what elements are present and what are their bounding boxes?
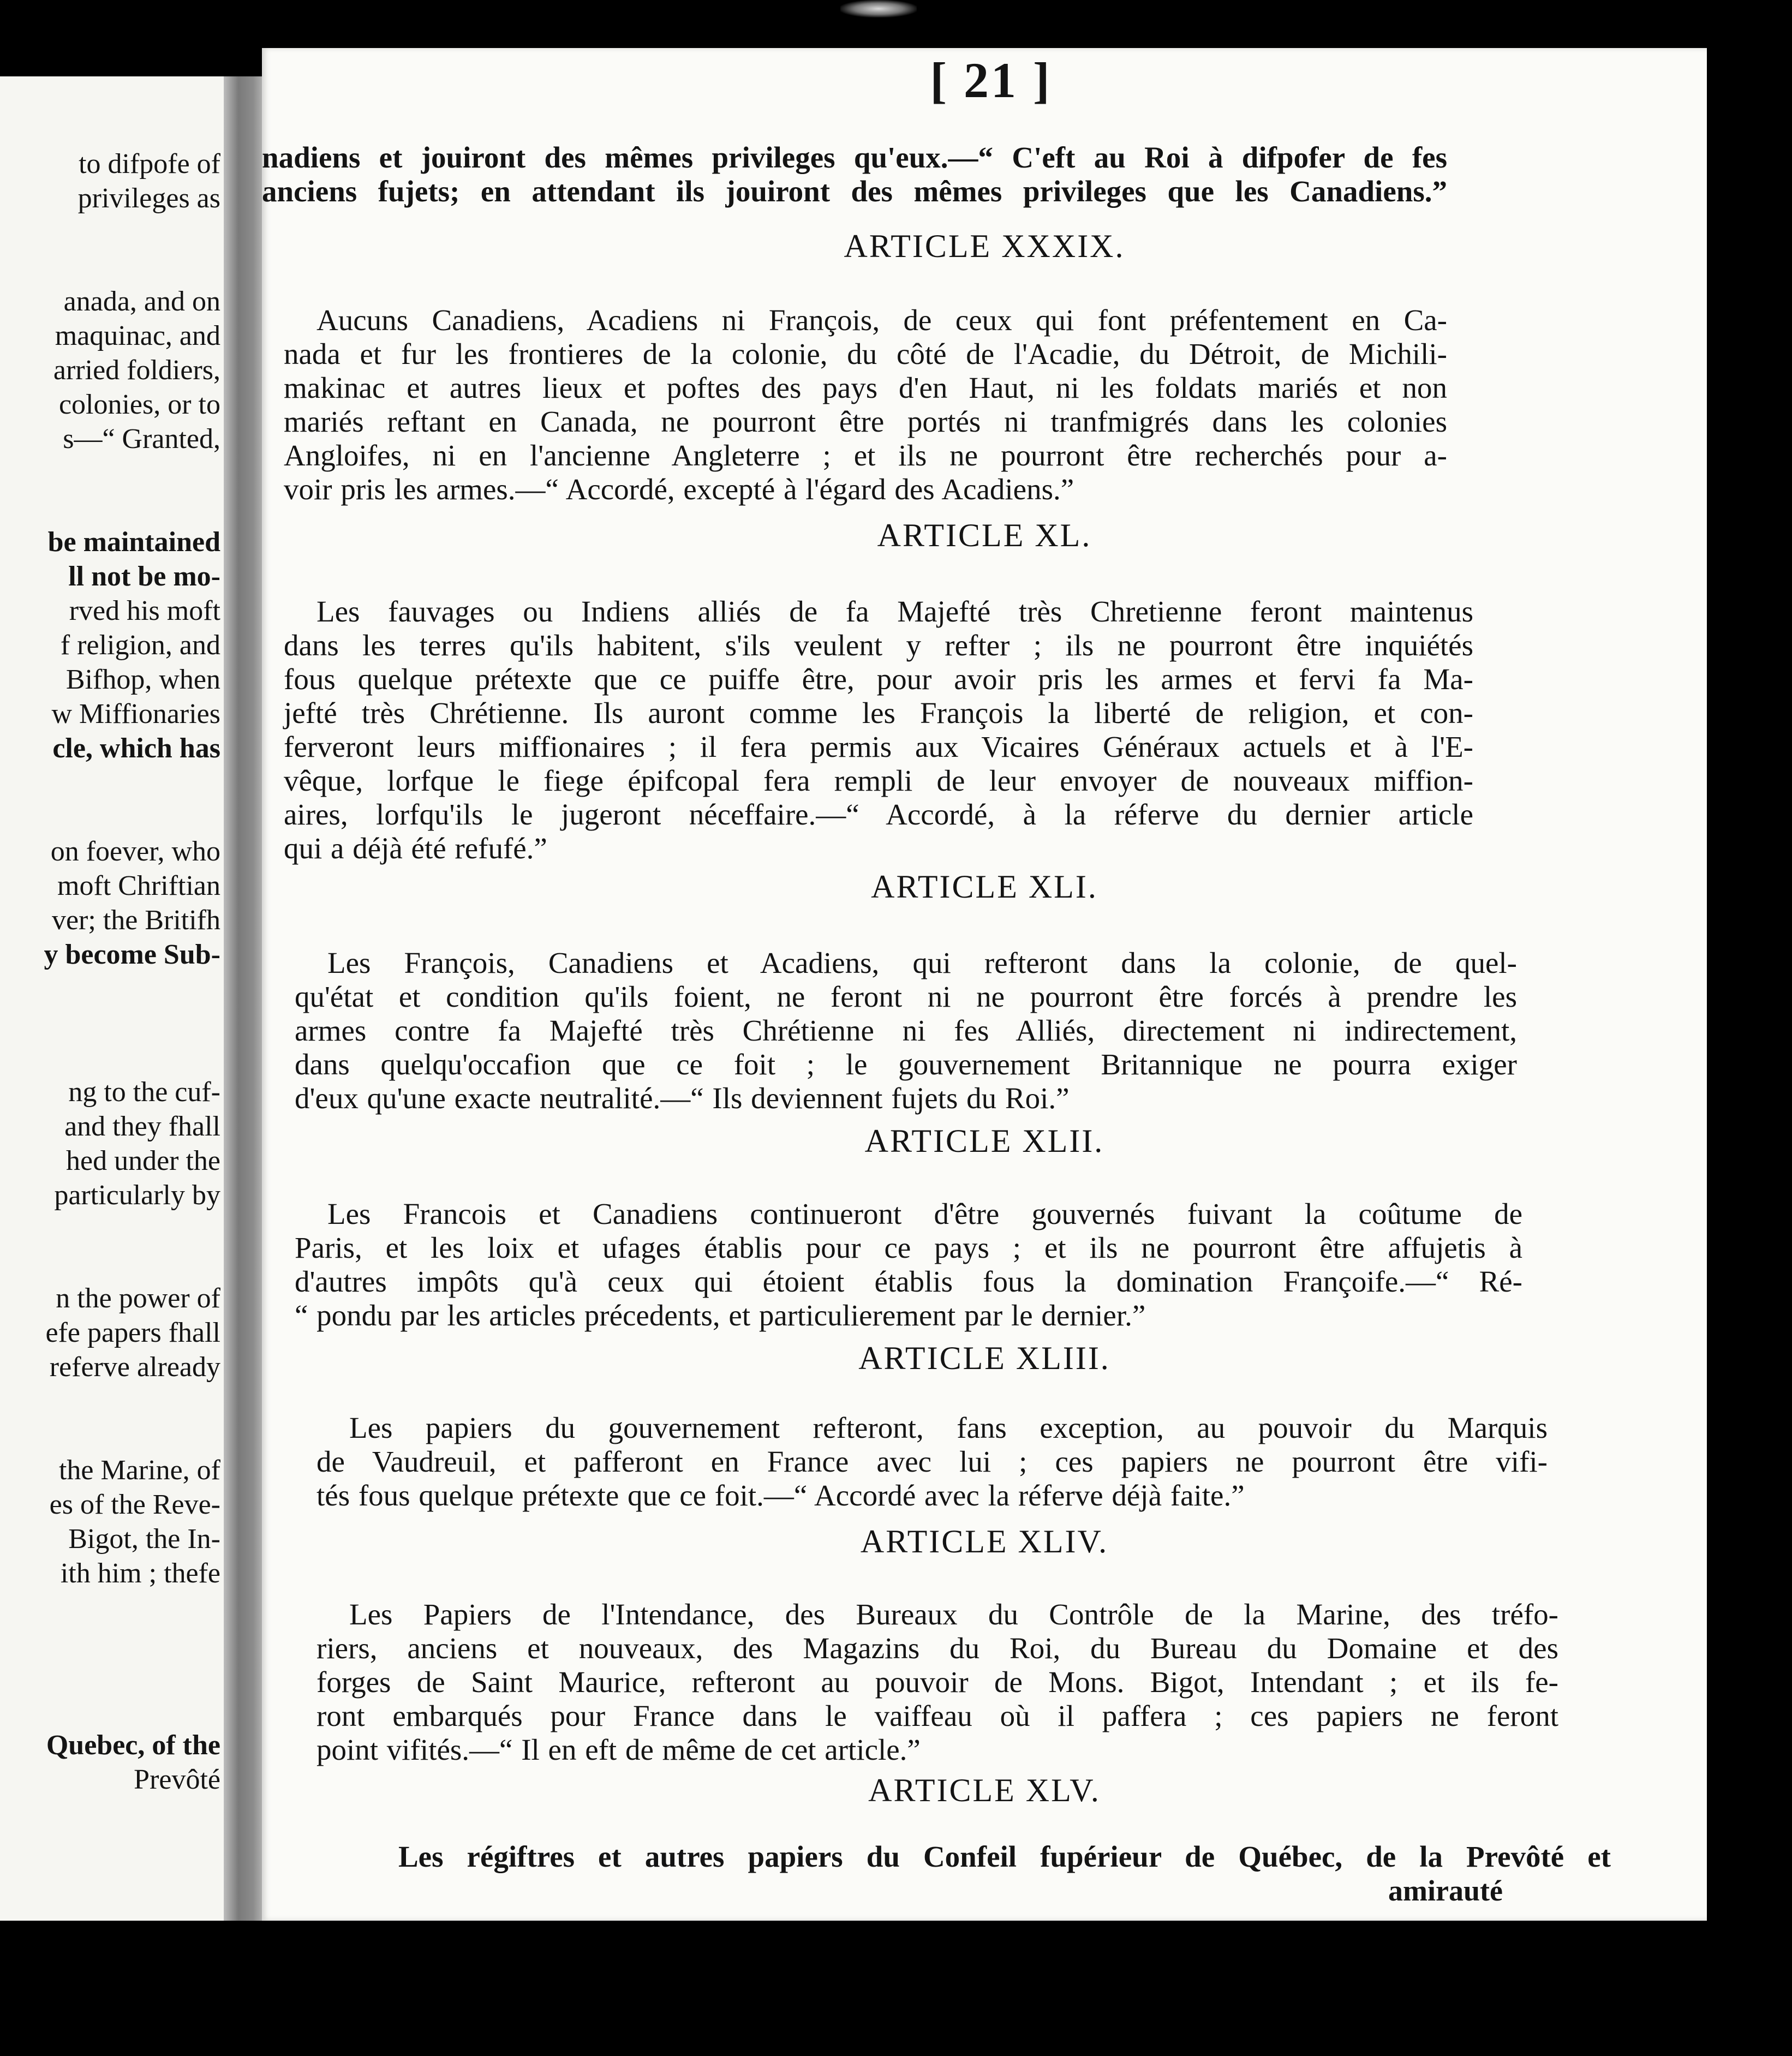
left-page-line: es of the Reve- [49,1489,220,1520]
left-page-line: w Miffionaries [51,698,220,730]
text-line: forges de Saint Maurice, refteront au pouvoir de Mons. Bigot, Intendant ; et ils fe- [316,1665,1558,1699]
left-page-line: ll not be mo- [68,561,220,592]
left-page-line: ith him ; thefe [60,1558,220,1589]
left-page-line: and they fhall [64,1111,220,1142]
text-line: nada et fur les frontieres de la colonie, du côté de l'Acadie, du Détroit, de Michili- [284,337,1447,370]
text-line: voir pris les armes.—“ Accordé, excepté à l'égard des Acadiens.” [284,473,1074,506]
text-line: Les régiftres et autres papiers du Confeil fupérieur de Québec, de la Prevôté et [398,1840,1611,1873]
text-line: point vifités.—“ Il en eft de même de cet article.” [316,1733,921,1766]
text-line: d'autres impôts qu'à ceux qui étoient établis fous la domination Françoife.—“ Ré- [295,1265,1522,1298]
text-line: riers, anciens et nouveaux, des Magazins du Roi, du Bureau du Domaine et des [316,1631,1558,1665]
catchword: amirauté [1388,1874,1503,1907]
left-page-line: ng to the cuf- [68,1077,220,1108]
left-page-line: ver; the Britifh [51,905,220,936]
article-xliii-text [316,1411,1548,1513]
text-line: aires, lorfqu'ils le jugeront néceffaire.—“ Accordé, à la réferve du dernier article [284,798,1473,831]
left-page-line: efe papers fhall [45,1317,220,1348]
text-line: Les Francois et Canadiens continueront d'être gouvernés fuivant la coûtume de [327,1197,1522,1230]
text-line: mariés reftant en Canada, ne pourront être portés ni tranfmigrés dans les colonies [284,405,1447,438]
left-page-line: arried foldiers, [53,355,220,386]
text-line: nadiens et jouiront des mêmes privileges qu'eux.—“ C'eft au Roi à difpofer de fes [262,141,1447,174]
text-line: qu'état et condition qu'ils foient, ne feront ni ne pourront être forcés à prendre les [295,980,1517,1013]
text-line: Angloifes, ni en l'ancienne Angleterre ; et ils ne pourront être recherchés pour a- [284,439,1447,472]
text-line: armes contre fa Majefté très Chrétienne ni fes Alliés, directement ni indirectement, [295,1014,1517,1047]
text-line: dans les terres qu'ils habitent, s'ils veulent y refter ; ils ne pourront être inquiétés [284,629,1473,662]
article-heading-xlii: ARTICLE XLII. [864,1123,1104,1159]
left-page-line: Bigot, the In- [68,1523,220,1555]
left-page-line: the Marine, of [58,1455,220,1486]
text-line: ront embarqués pour France dans le vaiffeau où il paffera ; ces papiers ne feront [316,1699,1558,1732]
left-page-line: referve already [49,1352,220,1383]
page-number: [ 21 ] [930,52,1052,108]
text-line: Les fauvages ou Indiens alliés de fa Majefté très Chretienne feront maintenus [316,595,1473,628]
text-line: qui a déjà été refufé.” [284,832,547,865]
left-page-fragment [0,76,229,1921]
text-line: anciens fujets; en attendant ils jouiront des mêmes privileges que les Canadiens.” [262,175,1447,208]
left-page-line: Bifhop, when [65,664,220,695]
text-line: Aucuns Canadiens, Acadiens ni François, de ceux qui font préfentement en Ca- [316,303,1447,337]
left-page-line: anada, and on [63,286,220,317]
text-line: tés fous quelque prétexte que ce foit.—“ Accordé avec la réferve déjà faite.” [316,1479,1245,1512]
article-xlv-text [366,1840,1611,1874]
article-heading-xliv: ARTICLE XLIV. [860,1523,1109,1559]
right-page [262,48,1707,1921]
article-xl-text [284,595,1473,865]
article-xliv-text [316,1598,1558,1767]
text-line: fous quelque prétexte que ce puiffe être, pour avoir pris les armes et fervi fa Ma- [284,662,1473,696]
top-ink-stain [840,0,917,17]
left-page-line: maquinac, and [55,320,220,351]
text-line: makinac et autres lieux et poftes des pays d'en Haut, ni les foldats mariés et non [284,371,1447,404]
left-page-line: y become Sub- [44,939,220,970]
left-page-line: be maintained [47,527,220,558]
text-line: Les Papiers de l'Intendance, des Bureaux du Contrôle de la Marine, des tréfo- [349,1598,1558,1631]
text-line: ferveront leurs miffionaires ; il fera permis aux Vicaires Généraux actuels et à l'E- [284,730,1473,763]
left-page-line: to difpofe of [79,148,220,180]
text-line: jefté très Chrétienne. Ils auront comme les François la liberté de religion, et con- [284,696,1473,730]
article-xxxix-text [284,303,1447,506]
left-page-line: on foever, who [50,836,220,867]
left-page-line: privileges as [77,183,220,214]
article-heading-xxxix: ARTICLE XXXIX. [844,228,1125,264]
opening-paragraph [262,141,1447,208]
left-page-line: cle, which has [52,733,220,764]
left-page-line: colonies, or to [58,389,220,420]
left-page-line: Prevôté [134,1764,220,1795]
article-xli-text [295,946,1517,1115]
article-heading-xlv: ARTICLE XLV. [868,1772,1101,1808]
article-heading-xliii: ARTICLE XLIII. [858,1340,1110,1376]
left-page-line: particularly by [54,1180,220,1211]
left-page-line: moft Chriftian [57,870,220,901]
text-line: dans quelqu'occafion que ce foit ; le gouvernement Britannique ne pourra exiger [295,1048,1517,1081]
left-page-line: rved his moft [69,595,220,626]
left-page-line: s—“ Granted, [63,423,220,455]
left-page-line: n the power of [56,1283,220,1314]
article-heading-xl: ARTICLE XL. [877,517,1092,553]
text-line: de Vaudreuil, et pafferont en France avec lui ; ces papiers ne pourront être vifi- [316,1445,1548,1478]
article-xlii-text [295,1197,1522,1332]
left-page-line: f religion, and [60,630,220,661]
left-page-line: Quebec, of the [46,1730,220,1761]
left-page-line: hed under the [65,1145,220,1176]
text-line: “ pondu par les articles précedents, et particulierement par le dernier.” [295,1299,1146,1332]
text-line: Paris, et les loix et ufages établis pour ce pays ; et ils ne pourront être affujetis à [295,1231,1522,1264]
text-line: vêque, lorfque le fiege épifcopal fera rempli de leur envoyer de nouveaux miffion- [284,764,1473,797]
text-line: d'eux qu'une exacte neutralité.—“ Ils deviennent fujets du Roi.” [295,1081,1070,1115]
text-line: Les François, Canadiens et Acadiens, qui refteront dans la colonie, de quel- [327,946,1517,979]
article-heading-xli: ARTICLE XLI. [871,869,1098,905]
text-line: Les papiers du gouvernement refteront, fans exception, au pouvoir du Marquis [349,1411,1548,1444]
